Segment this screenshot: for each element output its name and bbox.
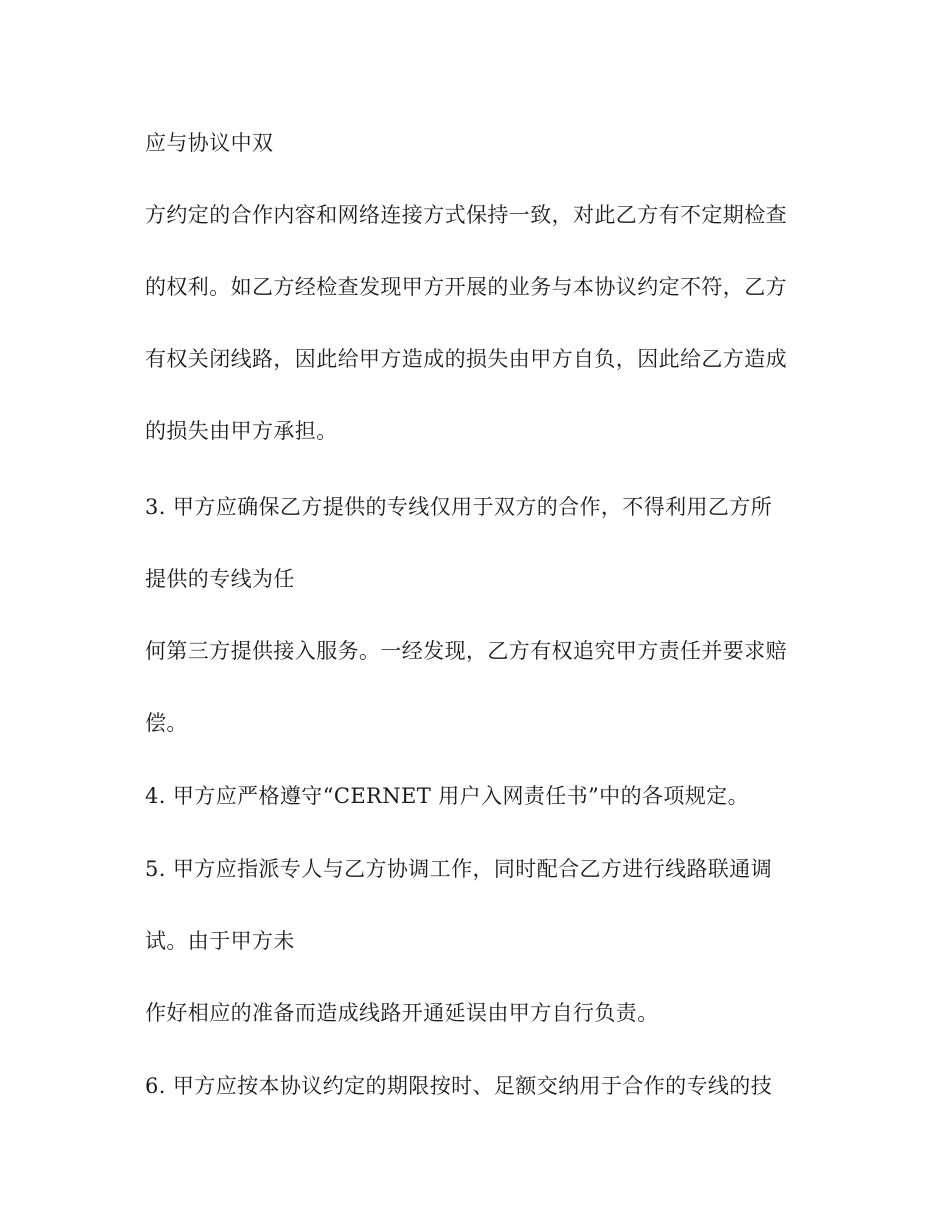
- text-line: 5. 甲方应指派专人与乙方协调工作，同时配合乙方进行线路联通调: [145, 857, 773, 881]
- text-line: 有权关闭线路，因此给甲方造成的损失由甲方自负，因此给乙方造成: [145, 347, 787, 371]
- text-line: 方约定的合作内容和网络连接方式保持一致，对此乙方有不定期检查: [145, 203, 787, 227]
- text-line: 何第三方提供接入服务。一经发现，乙方有权追究甲方责任并要求赔: [145, 639, 787, 663]
- text-line: 4. 甲方应严格遵守“CERNET 用户入网责任书”中的各项规定。: [145, 784, 749, 808]
- text-line: 的损失由甲方承担。: [145, 419, 338, 443]
- text-line: 3. 甲方应确保乙方提供的专线仅用于双方的合作，不得利用乙方所: [145, 495, 773, 519]
- text-line: 试。由于甲方未: [145, 929, 295, 953]
- text-line: 提供的专线为任: [145, 567, 295, 591]
- text-line: 6. 甲方应按本协议约定的期限按时、足额交纳用于合作的专线的技: [145, 1074, 773, 1098]
- text-line: 作好相应的准备而造成线路开通延误由甲方自行负责。: [145, 1001, 659, 1025]
- text-line: 的权利。如乙方经检查发现甲方开展的业务与本协议约定不符，乙方: [145, 275, 787, 299]
- text-line: 偿。: [145, 711, 188, 735]
- text-line: 应与协议中双: [145, 131, 274, 155]
